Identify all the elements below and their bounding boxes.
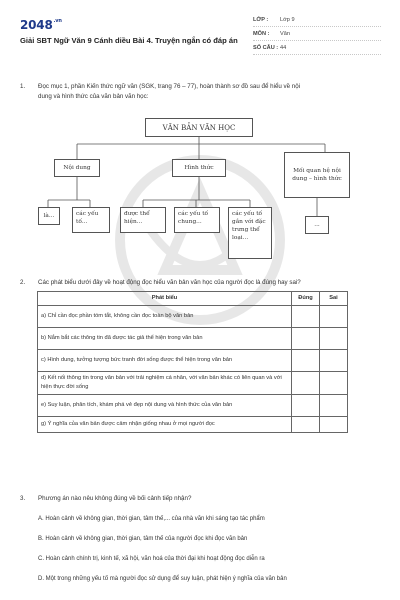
table-row (38, 372, 348, 395)
logo-suffix: .vn (53, 18, 62, 24)
false-answer-cell[interactable] (320, 395, 348, 417)
statement-cell: d) Kết nối thông tin trong văn bản với trải nghiệm cá nhân, với văn bản khác có liên quan và với hiện thực đời sống (38, 372, 292, 395)
statement-cell: b) Nắm bắt các thông tin đã được tác giả thể hiện trong văn bản (38, 328, 292, 350)
answer-option-a[interactable]: A. Hoàn cảnh về không gian, thời gian, tâm thế,... của nhà văn khi sáng tạo tác phẩm (38, 516, 265, 522)
meta-row-class (253, 13, 381, 27)
false-answer-cell[interactable] (320, 350, 348, 372)
answer-option-b[interactable]: B. Hoàn cảnh về không gian, thời gian, tâm thế của người đọc khi đọc văn bản (38, 536, 248, 542)
diagram-node-hinh-thuc: Hình thức (172, 159, 226, 177)
diagram-root-node: VĂN BẢN VĂN HỌC (145, 118, 253, 137)
question-number: 3. (20, 495, 26, 502)
statement-cell: g) Ý nghĩa của văn bản được cảm nhận giống nhau ở mọi người đọc (38, 417, 292, 433)
statement-cell: e) Suy luận, phân tích, khám phá vẻ đẹp nội dung và hình thức của văn bản (38, 395, 292, 417)
diagram-leaf: được thể hiện... (120, 207, 166, 233)
concept-diagram (22, 110, 378, 270)
diagram-leaf: các yếu tố gắn với đặc trưng thể loại... (228, 207, 272, 259)
diagram-leaf: ... (305, 216, 329, 234)
diagram-leaf: các yếu tố... (72, 207, 110, 233)
question-1 (20, 82, 380, 104)
false-answer-cell[interactable] (320, 372, 348, 395)
meta-value: 44 (280, 44, 287, 51)
site-logo[interactable] (20, 18, 62, 32)
diagram-leaf: là... (38, 207, 60, 225)
question-number: 2. (20, 279, 26, 286)
table-row (38, 328, 348, 350)
header-statement: Phát biểu (38, 292, 292, 306)
question-text: Phương án nào nêu không đúng về bối cảnh tiếp nhận? (38, 495, 192, 502)
true-answer-cell[interactable] (292, 306, 320, 328)
question-3 (20, 494, 380, 504)
false-answer-cell[interactable] (320, 306, 348, 328)
meta-key: SỐ CÂU : (253, 44, 279, 51)
table-row (38, 350, 348, 372)
diagram-node-noi-dung: Nội dung (54, 159, 100, 177)
table-row (38, 395, 348, 417)
table-row (38, 417, 348, 433)
meta-row-subject (253, 27, 381, 41)
header-false: Sai (320, 292, 348, 306)
false-answer-cell[interactable] (320, 328, 348, 350)
true-false-table (37, 291, 348, 433)
true-answer-cell[interactable] (292, 328, 320, 350)
question-text: Các phát biểu dưới đây về hoạt động đọc hiểu văn bản văn học của người đọc là đúng hay sai? (38, 279, 301, 286)
header-true: Đúng (292, 292, 320, 306)
question-number: 1. (20, 83, 26, 90)
table-header-row (38, 292, 348, 306)
diagram-node-moi-quan-he: Mối quan hệ nội dung – hình thức (284, 152, 350, 198)
question-text-line2: dung và hình thức của văn bản văn học: (38, 93, 149, 100)
true-answer-cell[interactable] (292, 350, 320, 372)
question-2 (20, 278, 380, 288)
meta-key: MÔN : (253, 30, 270, 37)
question-text-line1: Đọc mục 1, phần Kiến thức ngữ văn (SGK, trang 76 – 77), hoàn thành sơ đồ sau để hiểu về nội (38, 83, 301, 90)
logo-text: 2048 (20, 18, 53, 32)
statement-cell: c) Hình dung, tưởng tượng bức tranh đời sống được thể hiện trong văn bản (38, 350, 292, 372)
answer-option-d[interactable]: D. Một trong những yếu tố mà người đọc sử dụng để suy luận, phát hiện ý nghĩa của văn bản (38, 576, 287, 582)
table-row (38, 306, 348, 328)
answer-option-c[interactable]: C. Hoàn cảnh chính trị, kinh tế, xã hội, văn hoá của thời đại khi hoạt động đọc diễn ra (38, 556, 265, 562)
meta-row-count (253, 41, 381, 55)
document-meta (253, 13, 381, 55)
false-answer-cell[interactable] (320, 417, 348, 433)
statement-cell: a) Chỉ cần đọc phần tóm tắt, không cần đọc toàn bộ văn bản (38, 306, 292, 328)
true-answer-cell[interactable] (292, 372, 320, 395)
true-answer-cell[interactable] (292, 395, 320, 417)
meta-value: Lớp 9 (280, 16, 295, 23)
document-title: Giải SBT Ngữ Văn 9 Cánh diều Bài 4. Truyện ngắn có đáp án (20, 36, 238, 45)
true-answer-cell[interactable] (292, 417, 320, 433)
diagram-leaf: các yếu tố chung... (174, 207, 220, 233)
meta-key: LỚP : (253, 16, 269, 23)
meta-value: Văn (280, 30, 290, 37)
